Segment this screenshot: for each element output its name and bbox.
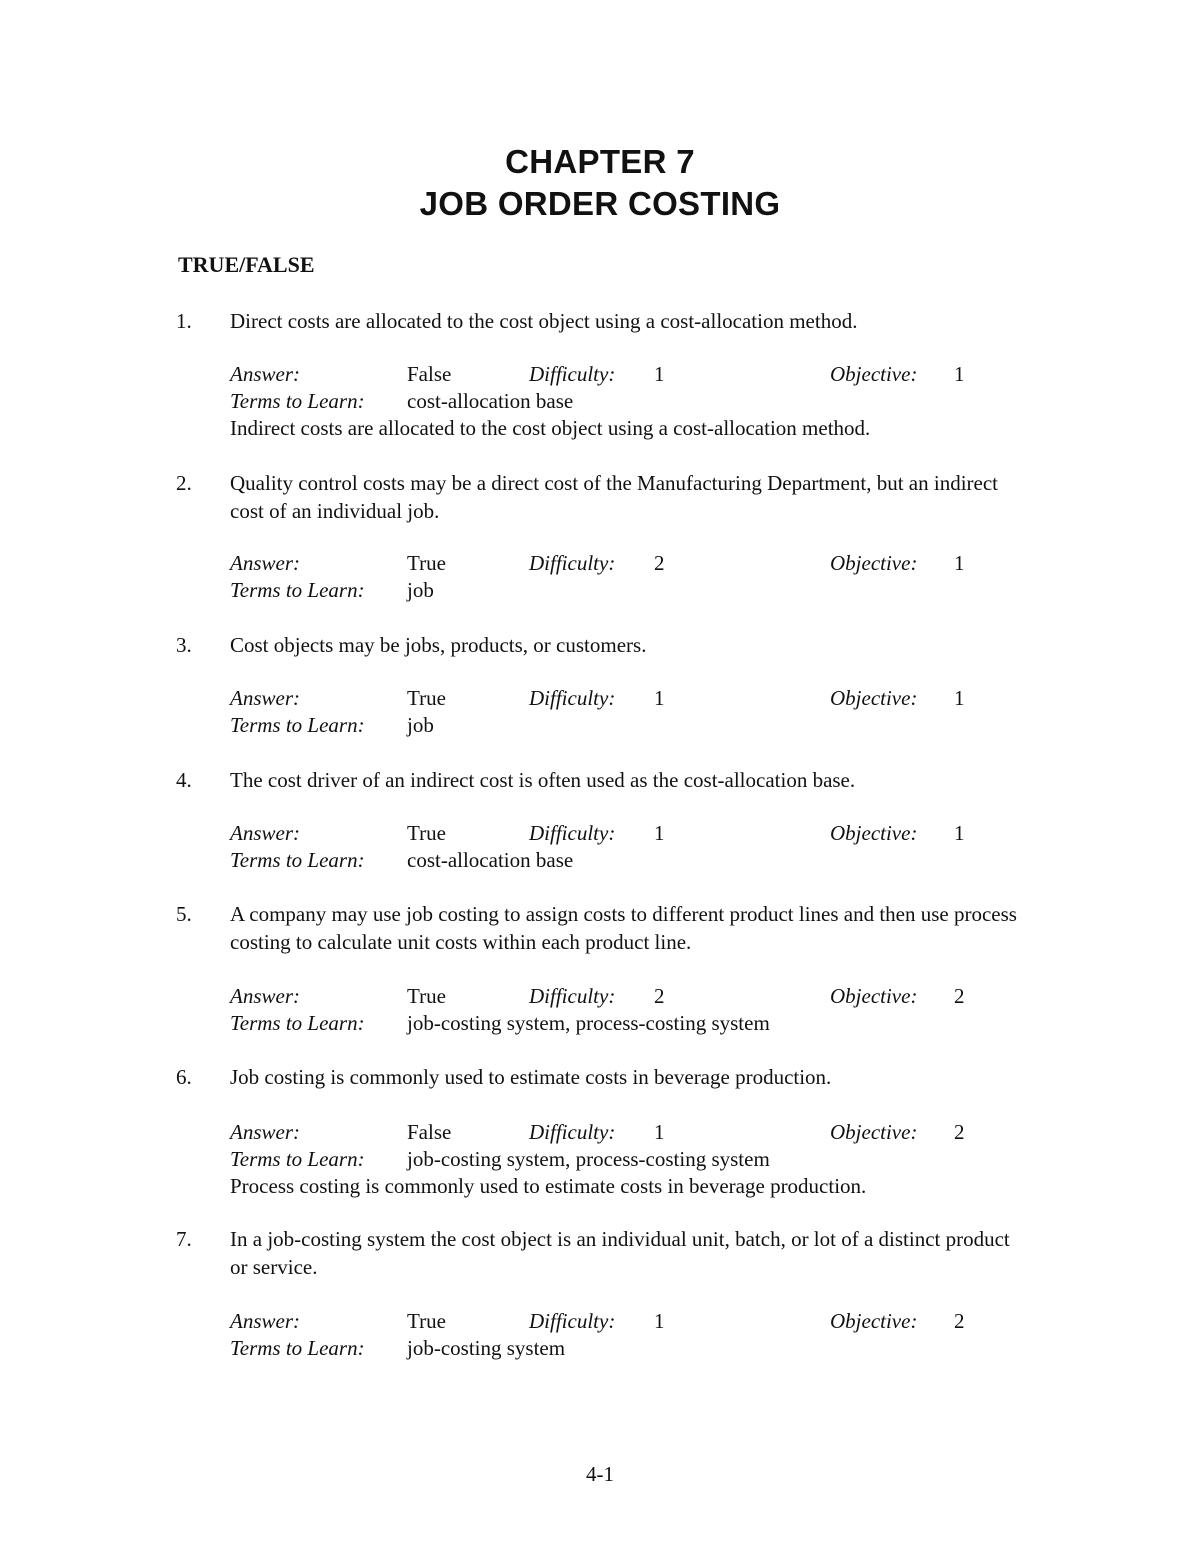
terms-label: Terms to Learn: bbox=[230, 578, 365, 602]
answer-label: Answer: bbox=[230, 1309, 300, 1333]
objective-value: 2 bbox=[954, 1120, 965, 1144]
question-number: 6. bbox=[176, 1065, 192, 1089]
difficulty-label: Difficulty: bbox=[529, 1120, 616, 1144]
question-text: The cost driver of an indirect cost is often used as the cost-allocation base. bbox=[230, 768, 856, 792]
answer-value: False bbox=[407, 362, 452, 386]
answer-row bbox=[230, 1118, 990, 1146]
difficulty-label: Difficulty: bbox=[529, 686, 616, 710]
difficulty-value: 1 bbox=[654, 362, 665, 386]
terms-row bbox=[230, 576, 990, 604]
terms-row bbox=[230, 711, 990, 739]
terms-value: cost-allocation base bbox=[407, 848, 574, 872]
question-text: Cost objects may be jobs, products, or customers. bbox=[230, 633, 647, 657]
difficulty-label: Difficulty: bbox=[529, 362, 616, 386]
difficulty-value: 1 bbox=[654, 686, 665, 710]
terms-label: Terms to Learn: bbox=[230, 848, 365, 872]
difficulty-value: 1 bbox=[654, 1120, 665, 1144]
difficulty-label: Difficulty: bbox=[529, 1309, 616, 1333]
difficulty-label: Difficulty: bbox=[529, 551, 616, 575]
answer-label: Answer: bbox=[230, 686, 300, 710]
objective-value: 2 bbox=[954, 984, 965, 1008]
answer-row bbox=[230, 819, 990, 847]
answer-value: True bbox=[407, 1309, 446, 1333]
answer-label: Answer: bbox=[230, 1120, 300, 1144]
terms-row bbox=[230, 846, 990, 874]
terms-label: Terms to Learn: bbox=[230, 389, 365, 413]
terms-label: Terms to Learn: bbox=[230, 1336, 365, 1360]
terms-value: job bbox=[407, 713, 434, 737]
terms-row bbox=[230, 387, 990, 415]
question-number: 2. bbox=[176, 471, 192, 495]
terms-label: Terms to Learn: bbox=[230, 1147, 365, 1171]
answer-value: True bbox=[407, 686, 446, 710]
terms-row bbox=[230, 1334, 990, 1362]
terms-label: Terms to Learn: bbox=[230, 713, 365, 737]
answer-explanation: Process costing is commonly used to estimate costs in beverage production. bbox=[230, 1174, 867, 1198]
question-number: 5. bbox=[176, 902, 192, 926]
objective-label: Objective: bbox=[830, 686, 918, 710]
answer-value: True bbox=[407, 984, 446, 1008]
terms-value: cost-allocation base bbox=[407, 389, 574, 413]
question-number: 3. bbox=[176, 633, 192, 657]
answer-explanation: Indirect costs are allocated to the cost object using a cost-allocation method. bbox=[230, 416, 871, 440]
answer-label: Answer: bbox=[230, 821, 300, 845]
terms-value: job-costing system, process-costing system bbox=[407, 1147, 770, 1171]
answer-row bbox=[230, 982, 990, 1010]
question-number: 7. bbox=[176, 1227, 192, 1251]
objective-label: Objective: bbox=[830, 362, 918, 386]
objective-label: Objective: bbox=[830, 821, 918, 845]
difficulty-value: 2 bbox=[654, 984, 665, 1008]
difficulty-value: 1 bbox=[654, 1309, 665, 1333]
difficulty-label: Difficulty: bbox=[529, 821, 616, 845]
objective-label: Objective: bbox=[830, 984, 918, 1008]
answer-label: Answer: bbox=[230, 362, 300, 386]
question-text: In a job-costing system the cost object is an individual unit, batch, or lot of a distinct product or service. bbox=[230, 1227, 1010, 1279]
objective-value: 1 bbox=[954, 686, 965, 710]
objective-value: 2 bbox=[954, 1309, 965, 1333]
question-number: 4. bbox=[176, 768, 192, 792]
terms-label: Terms to Learn: bbox=[230, 1011, 365, 1035]
terms-value: job bbox=[407, 578, 434, 602]
difficulty-value: 2 bbox=[654, 551, 665, 575]
objective-value: 1 bbox=[954, 551, 965, 575]
chapter-title: JOB ORDER COSTING bbox=[419, 185, 781, 222]
difficulty-value: 1 bbox=[654, 821, 665, 845]
answer-label: Answer: bbox=[230, 551, 300, 575]
answer-value: True bbox=[407, 551, 446, 575]
objective-value: 1 bbox=[954, 362, 965, 386]
question-text: Quality control costs may be a direct cost of the Manufacturing Department, but an indirect cost of an individual job. bbox=[230, 471, 999, 523]
terms-row bbox=[230, 1009, 990, 1037]
question-text: Job costing is commonly used to estimate costs in beverage production. bbox=[230, 1065, 832, 1089]
answer-row bbox=[230, 684, 990, 712]
answer-row bbox=[230, 549, 990, 577]
difficulty-label: Difficulty: bbox=[529, 984, 616, 1008]
answer-row bbox=[230, 1307, 990, 1335]
objective-value: 1 bbox=[954, 821, 965, 845]
terms-value: job-costing system bbox=[407, 1336, 566, 1360]
terms-row bbox=[230, 1145, 990, 1173]
answer-row bbox=[230, 360, 990, 388]
question-text: A company may use job costing to assign costs to different product lines and then use process costing to calculate unit costs within each product line. bbox=[230, 902, 1017, 954]
answer-value: True bbox=[407, 821, 446, 845]
page-number: 4-1 bbox=[586, 1462, 614, 1486]
objective-label: Objective: bbox=[830, 1120, 918, 1144]
objective-label: Objective: bbox=[830, 551, 918, 575]
objective-label: Objective: bbox=[830, 1309, 918, 1333]
answer-label: Answer: bbox=[230, 984, 300, 1008]
terms-value: job-costing system, process-costing system bbox=[407, 1011, 770, 1035]
chapter-number: CHAPTER 7 bbox=[505, 143, 695, 180]
question-number: 1. bbox=[176, 309, 192, 333]
answer-value: False bbox=[407, 1120, 452, 1144]
question-text: Direct costs are allocated to the cost object using a cost-allocation method. bbox=[230, 309, 858, 333]
section-heading: TRUE/FALSE bbox=[178, 252, 315, 277]
